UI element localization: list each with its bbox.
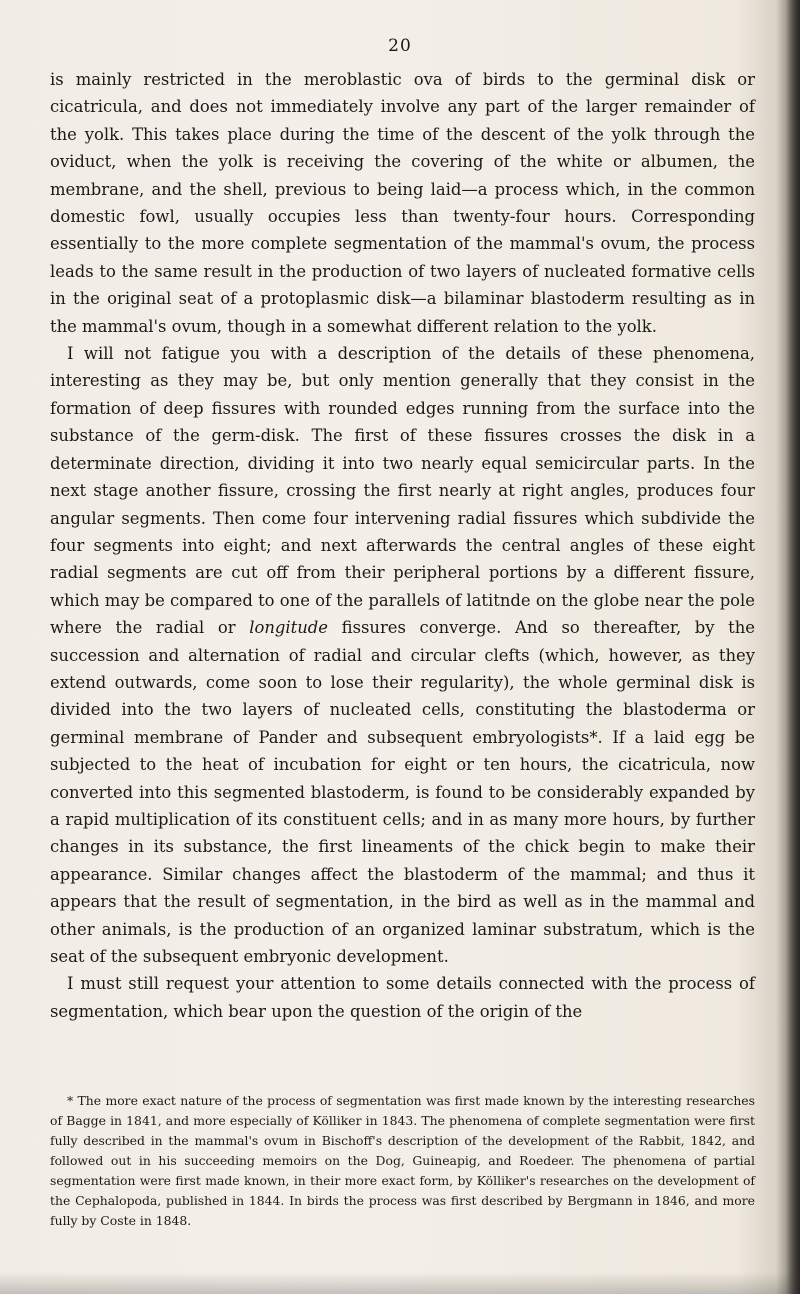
paragraph-fissures-part-1: I will not fatigue you with a description of the details of these phenomena, interesting as they may be, but only mention generally that they consist in the formation of deep fissures with rounded edges running from the surface into the substance of the germ-disk. The first of these fissures crosses the disk in a determinate direction, dividing it into two nearly equal semicircular parts. In the next stage another fissure, crossing the first nearly at right angles, produces four angular segments. Then come four intervening radial fissures which subdivide the four segments into eight; and next afterwards the central angles of these eight radial segments are cut off from their peripheral portions by a different fissure, which may be compared to one of the parallels of latitnde on the globe near the pole where the radial or	[50, 344, 755, 638]
page-bottom-shadow	[0, 1272, 800, 1294]
paragraph-continuation: is mainly restricted in the meroblastic ova of birds to the germinal disk or cicatricula, and does not immediately involve any part of the larger remainder of the yolk. This takes place during the time of the descent of the yolk through the oviduct, when the yolk is receiving the covering of the white or albumen, the membrane, and the shell, previous to being laid—a process which, in the common domestic fowl, usually occupies less than twenty-four hours. Corresponding essentially to the more complete segmentation of the mammal's ovum, the process leads to the same result in the production of two layers of nucleated formative cells in the original seat of a protoplasmic disk—a bilaminar blastoderm resulting as in the mammal's ovum, though in a somewhat different relation to the yolk.	[50, 70, 755, 336]
page-edge-shadow	[786, 0, 800, 1294]
paragraph-fissures-part-2: fissures converge. And so thereafter, by the succession and alternation of radial and circular clefts (which, however, as they extend outwards, come soon to lose their regularity), the whole germinal disk is divided into the two layers of nucleated cells, constituting the blastoderma or germinal membrane of Pander and subsequent embryologists*. If a laid egg be subjected to the heat of incubation for eight or ten hours, the cicatricula, now converted into this segmented blastoderm, is found to be considerably expanded by a rapid multiplication of its constituent cells; and in as many more hours, by further changes in its substance, the first lineaments of the chick begin to make their appearance. Similar changes affect the blastoderm of the mammal; and thus it appears that the result of segmentation, in the bird as well as in the mammal and other animals, is the production of an organized laminar substratum, which is the seat of the subsequent embryonic development.	[50, 618, 756, 966]
italic-longitude: longitude	[249, 618, 329, 638]
body-text	[50, 66, 755, 1025]
paragraph-segmentation-details: I must still request your attention to some details connected with the process of segmentation, which bear upon the question of the origin of the	[50, 974, 755, 1021]
paragraph-fissures	[50, 340, 755, 970]
footnote: * The more exact nature of the process of segmentation was first made known by the interesting researches of Bagge in 1841, and more especially of Kölliker in 1843. The phenomena of complete segmentation were first fully described in the mammal's ovum in Bischoff's description of the development of the Rabbit, 1842, and followed out in his succeeding memoirs on the Dog, Guineapig, and Roedeer. The phenomena of partial segmentation were first made known, in their more exact form, by Kölliker's researches on the development of the Cephalopoda, published in 1844. In birds the process was first described by Bergmann in 1846, and more fully by Coste in 1848.	[50, 1093, 755, 1228]
page-number: 20	[388, 36, 412, 56]
